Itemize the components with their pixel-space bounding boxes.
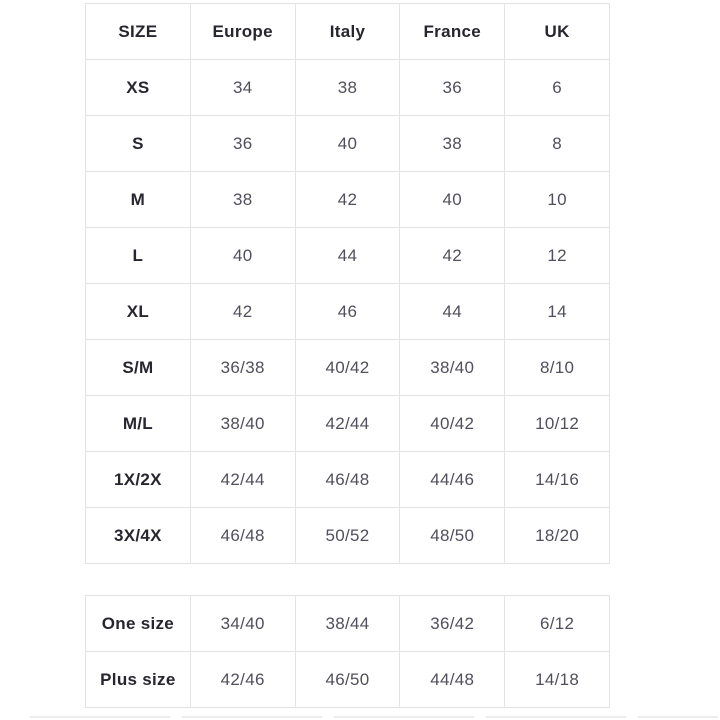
size-value-cell: 34 [190, 60, 295, 116]
table-row [86, 652, 610, 708]
size-value-cell: 42/44 [295, 396, 400, 452]
cutoff-next-table-border [30, 716, 718, 718]
table-row [86, 508, 610, 564]
size-value-cell: 44 [295, 228, 400, 284]
size-value-cell: 14 [505, 284, 610, 340]
size-value-cell: 44 [400, 284, 505, 340]
size-value-cell: 12 [505, 228, 610, 284]
size-value-cell: 46/48 [295, 452, 400, 508]
table-row [86, 60, 610, 116]
size-value-cell: 14/16 [505, 452, 610, 508]
table-gap [85, 564, 610, 595]
column-header-europe: Europe [190, 4, 295, 60]
size-value-cell: 40/42 [400, 396, 505, 452]
size-value-cell: 38/40 [400, 340, 505, 396]
header-row [86, 4, 610, 60]
table-row [86, 284, 610, 340]
table-row [86, 116, 610, 172]
size-table-special-body [86, 596, 610, 708]
size-value-cell: 36/38 [190, 340, 295, 396]
size-value-cell: 40 [190, 228, 295, 284]
size-value-cell: 44/48 [400, 652, 505, 708]
size-value-cell: 36 [400, 60, 505, 116]
size-value-cell: 42 [190, 284, 295, 340]
size-value-cell: 44/46 [400, 452, 505, 508]
size-value-cell: 38 [190, 172, 295, 228]
size-value-cell: 10/12 [505, 396, 610, 452]
column-header-size: SIZE [86, 4, 191, 60]
size-label-cell: S/M [86, 340, 191, 396]
size-value-cell: 40 [400, 172, 505, 228]
size-value-cell: 36 [190, 116, 295, 172]
size-value-cell: 48/50 [400, 508, 505, 564]
size-value-cell: 40 [295, 116, 400, 172]
size-label-cell: 1X/2X [86, 452, 191, 508]
size-value-cell: 46/48 [190, 508, 295, 564]
table-row [86, 396, 610, 452]
size-value-cell: 8 [505, 116, 610, 172]
size-conversion-chart [85, 3, 610, 708]
size-label-cell: XL [86, 284, 191, 340]
size-value-cell: 50/52 [295, 508, 400, 564]
size-value-cell: 38 [400, 116, 505, 172]
size-value-cell: 40/42 [295, 340, 400, 396]
size-value-cell: 38 [295, 60, 400, 116]
size-value-cell: 42/44 [190, 452, 295, 508]
size-table-main-header [86, 4, 610, 60]
size-value-cell: 46 [295, 284, 400, 340]
size-value-cell: 42/46 [190, 652, 295, 708]
size-value-cell: 46/50 [295, 652, 400, 708]
column-header-france: France [400, 4, 505, 60]
size-value-cell: 38/40 [190, 396, 295, 452]
size-label-cell: S [86, 116, 191, 172]
column-header-uk: UK [505, 4, 610, 60]
size-value-cell: 18/20 [505, 508, 610, 564]
size-value-cell: 34/40 [190, 596, 295, 652]
table-row [86, 172, 610, 228]
size-table-main [85, 3, 610, 564]
size-label-cell: One size [86, 596, 191, 652]
table-row [86, 228, 610, 284]
size-label-cell: XS [86, 60, 191, 116]
size-value-cell: 8/10 [505, 340, 610, 396]
size-value-cell: 36/42 [400, 596, 505, 652]
size-value-cell: 6/12 [505, 596, 610, 652]
size-value-cell: 6 [505, 60, 610, 116]
size-table-special [85, 595, 610, 708]
size-value-cell: 14/18 [505, 652, 610, 708]
size-table-main-body [86, 60, 610, 564]
size-label-cell: M/L [86, 396, 191, 452]
column-header-italy: Italy [295, 4, 400, 60]
size-value-cell: 42 [400, 228, 505, 284]
table-row [86, 596, 610, 652]
size-value-cell: 10 [505, 172, 610, 228]
size-value-cell: 38/44 [295, 596, 400, 652]
size-label-cell: L [86, 228, 191, 284]
table-row [86, 452, 610, 508]
size-value-cell: 42 [295, 172, 400, 228]
size-label-cell: M [86, 172, 191, 228]
size-label-cell: 3X/4X [86, 508, 191, 564]
size-label-cell: Plus size [86, 652, 191, 708]
table-row [86, 340, 610, 396]
